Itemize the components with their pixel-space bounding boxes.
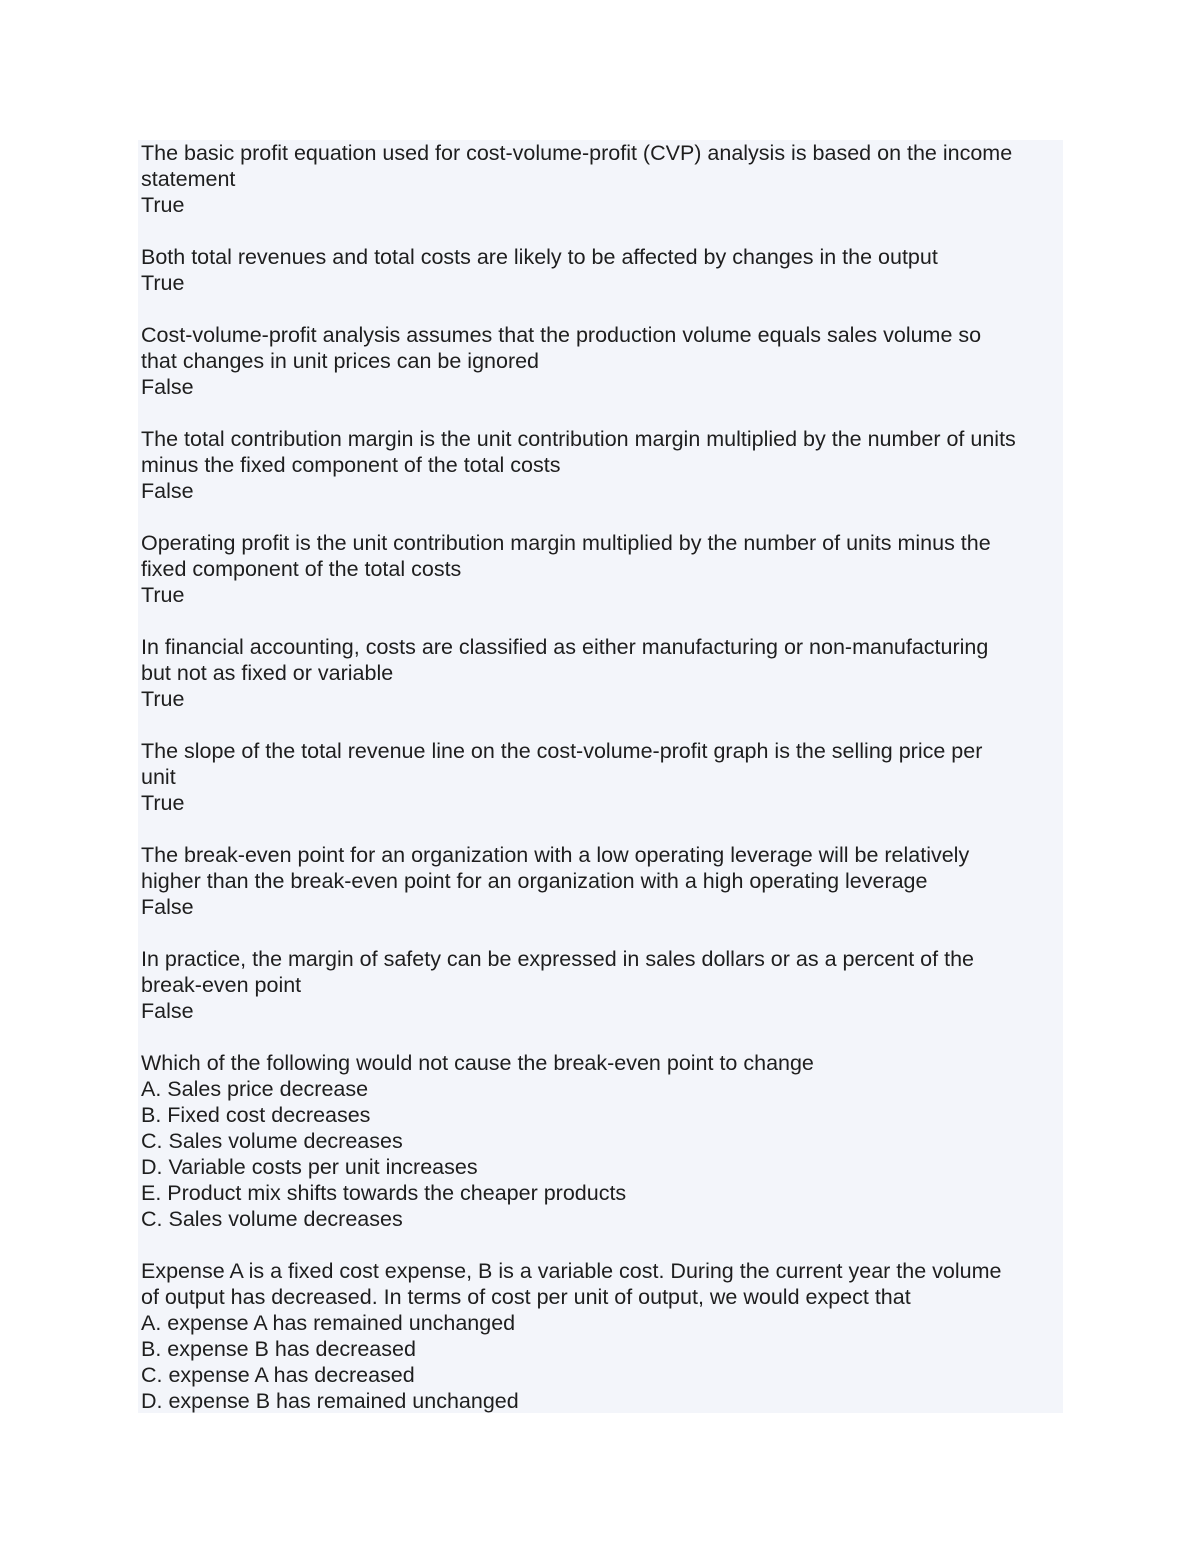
question-line: but not as fixed or variable bbox=[141, 661, 394, 685]
answer-option: B. expense B has decreased bbox=[141, 1337, 416, 1361]
answer-line: False bbox=[141, 895, 194, 919]
question-line: The basic profit equation used for cost-volume-profit (CVP) analysis is based on the income bbox=[141, 141, 1013, 165]
question-line: Expense A is a fixed cost expense, B is a variable cost. During the current year the volume bbox=[141, 1259, 1002, 1283]
question-line: fixed component of the total costs bbox=[141, 557, 462, 581]
question-line: Both total revenues and total costs are likely to be affected by changes in the output bbox=[141, 245, 938, 269]
answer-line: False bbox=[141, 375, 194, 399]
answer-line: True bbox=[141, 687, 185, 711]
answer-option: C. expense A has decreased bbox=[141, 1363, 415, 1387]
qa-item-9 bbox=[141, 946, 1063, 1024]
answer-line: True bbox=[141, 271, 185, 295]
qa-item-10 bbox=[141, 1050, 1063, 1232]
qa-item-7 bbox=[141, 738, 1063, 816]
question-line: The total contribution margin is the unit contribution margin multiplied by the number of units bbox=[141, 427, 1016, 451]
question-line: unit bbox=[141, 765, 176, 789]
qa-item-4 bbox=[141, 426, 1063, 504]
qa-item-3 bbox=[141, 322, 1063, 400]
answer-option: A. expense A has remained unchanged bbox=[141, 1311, 516, 1335]
answer-option: D. expense B has remained unchanged bbox=[141, 1389, 519, 1413]
answer-option: C. Sales volume decreases bbox=[141, 1129, 403, 1153]
question-line: higher than the break-even point for an organization with a high operating leverage bbox=[141, 869, 928, 893]
answer-option: D. Variable costs per unit increases bbox=[141, 1155, 478, 1179]
qa-item-1 bbox=[141, 140, 1063, 218]
qa-item-6 bbox=[141, 634, 1063, 712]
answer-line: C. Sales volume decreases bbox=[141, 1207, 403, 1231]
answer-option: A. Sales price decrease bbox=[141, 1077, 369, 1101]
question-line: The slope of the total revenue line on the cost-volume-profit graph is the selling price per bbox=[141, 739, 983, 763]
qa-item-2 bbox=[141, 244, 1063, 296]
qa-item-8 bbox=[141, 842, 1063, 920]
question-line: In financial accounting, costs are classified as either manufacturing or non-manufacturing bbox=[141, 635, 989, 659]
answer-line: True bbox=[141, 193, 185, 217]
question-line: Which of the following would not cause the break-even point to change bbox=[141, 1051, 814, 1075]
question-line: break-even point bbox=[141, 973, 302, 997]
answer-line: False bbox=[141, 479, 194, 503]
answer-option: B. Fixed cost decreases bbox=[141, 1103, 371, 1127]
question-line: In practice, the margin of safety can be expressed in sales dollars or as a percent of the bbox=[141, 947, 974, 971]
answer-line: True bbox=[141, 583, 185, 607]
question-line: Operating profit is the unit contribution margin multiplied by the number of units minus the bbox=[141, 531, 991, 555]
question-line: statement bbox=[141, 167, 236, 191]
question-line: of output has decreased. In terms of cost per unit of output, we would expect that bbox=[141, 1285, 911, 1309]
document-content bbox=[138, 140, 1063, 1413]
qa-item-5 bbox=[141, 530, 1063, 608]
qa-item-11 bbox=[141, 1258, 1063, 1414]
answer-line: False bbox=[141, 999, 194, 1023]
question-line: The break-even point for an organization with a low operating leverage will be relatively bbox=[141, 843, 970, 867]
question-line: minus the fixed component of the total costs bbox=[141, 453, 561, 477]
question-line: Cost-volume-profit analysis assumes that the production volume equals sales volume so bbox=[141, 323, 982, 347]
answer-option: E. Product mix shifts towards the cheaper products bbox=[141, 1181, 627, 1205]
question-line: that changes in unit prices can be ignored bbox=[141, 349, 540, 373]
answer-line: True bbox=[141, 791, 185, 815]
